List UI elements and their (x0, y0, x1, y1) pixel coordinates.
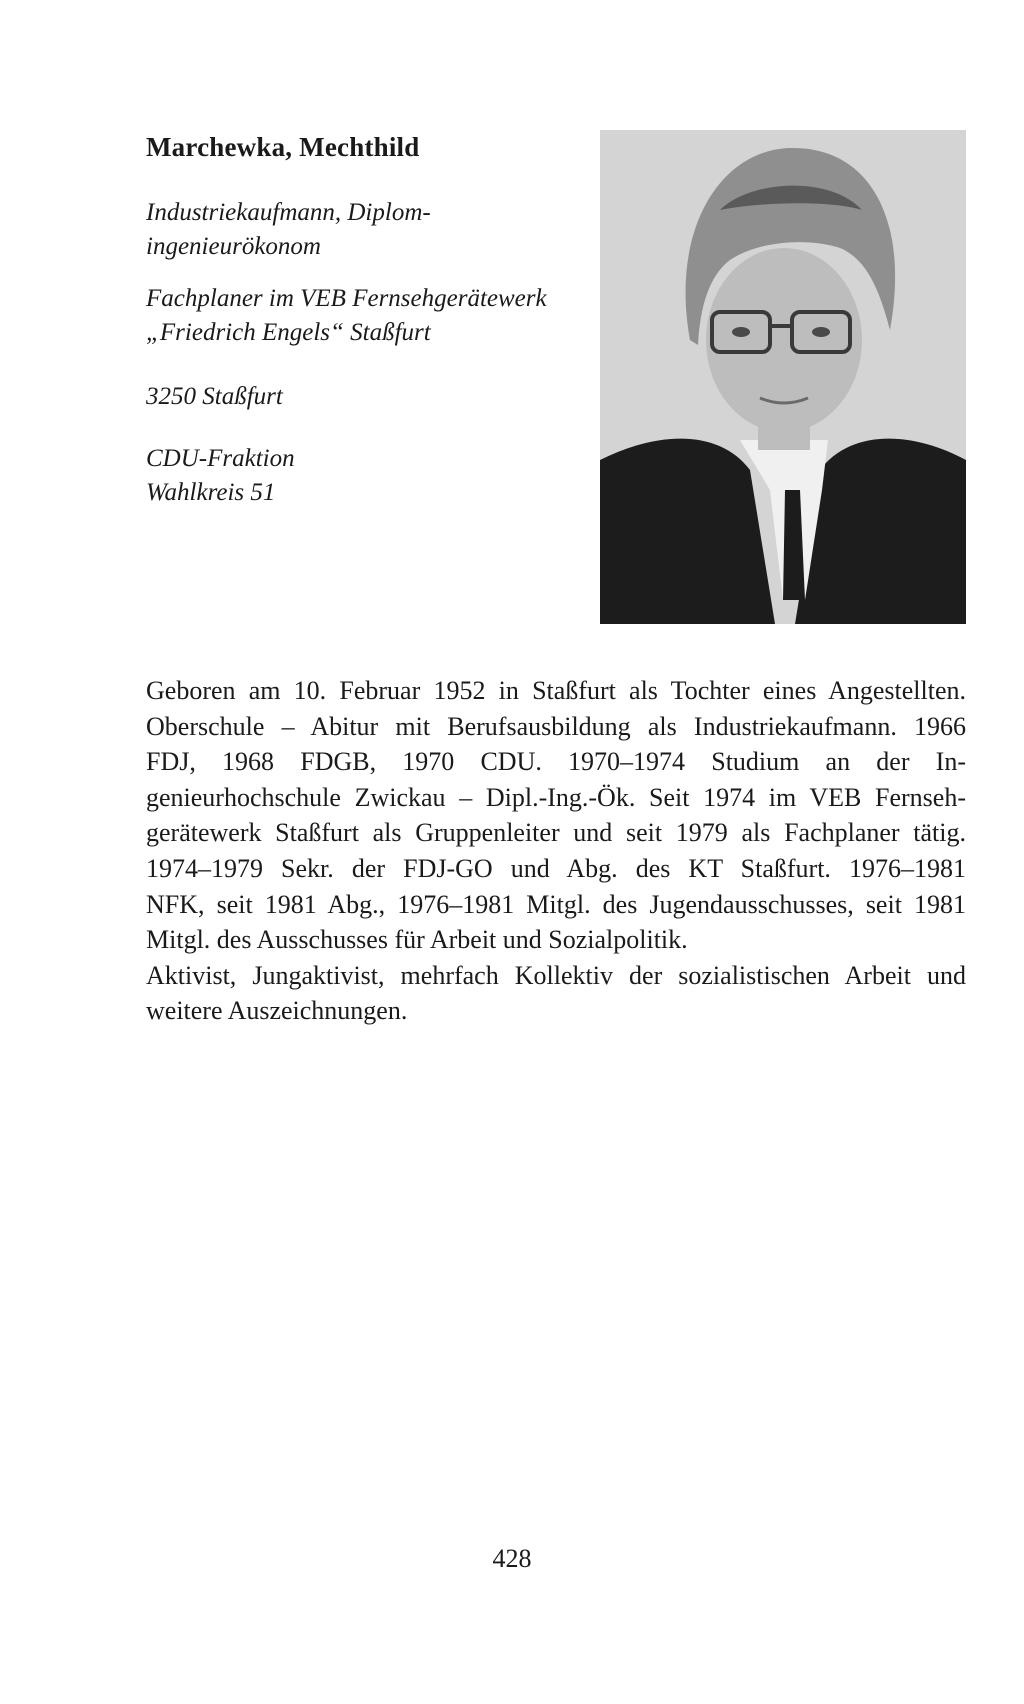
bio-line-5: gerätewerk Staßfurt als Gruppenleiter und seit 1979 als Fachplaner tätig. (146, 818, 966, 848)
constituency-line: Wahlkreis 51 (146, 479, 276, 506)
bio-line-9: Aktivist, Jungaktivist, mehrfach Kollektiv der sozialistischen Arbeit und (146, 960, 966, 990)
residence-line: 3250 Staßfurt (146, 383, 283, 410)
bio-line-7: NFK, seit 1981 Abg., 1976–1981 Mitgl. des Jugendausschusses, seit 1981 (146, 889, 966, 919)
photo-eye-left (732, 327, 750, 337)
photo-eye-right (812, 327, 830, 337)
bio-line-2: Oberschule – Abitur mit Berufsausbildung als Industriekaufmann. 1966 (146, 711, 966, 741)
bio-line-4: genieurhochschule Zwickau – Dipl.-Ing.-Ök. Seit 1974 im VEB Fernseh- (146, 782, 966, 812)
faction-line: CDU-Fraktion (146, 445, 295, 472)
bio-line-1: Geboren am 10. Februar 1952 in Staßfurt als Tochter eines Angestellten. (146, 676, 966, 705)
profession (146, 196, 586, 264)
current-position (146, 282, 586, 350)
page-number: 428 (492, 1544, 532, 1573)
position-line-1: Fachplaner im VEB Fernsehgerätewerk (146, 285, 547, 312)
faction-info (146, 442, 586, 510)
profession-line-1: Industriekaufmann, Diplom- (146, 199, 431, 226)
portrait-photo (600, 130, 966, 624)
person-name: Marchewka, Mechthild (146, 132, 420, 162)
residence (146, 380, 586, 414)
bio-line-10: weitere Auszeichnungen. (146, 996, 408, 1026)
biography (146, 673, 966, 1029)
portrait-illustration (600, 130, 966, 624)
bio-line-6: 1974–1979 Sekr. der FDJ-GO und Abg. des KT Staßfurt. 1976–1981 (146, 853, 966, 883)
bio-line-8: Mitgl. des Ausschusses für Arbeit und Sozialpolitik. (146, 925, 688, 955)
position-line-2: „Friedrich Engels“ Staßfurt (146, 319, 431, 346)
profession-line-2: ingenieurökonom (146, 233, 321, 260)
bio-line-3: FDJ, 1968 FDGB, 1970 CDU. 1970–1974 Studium an der In- (146, 747, 966, 777)
